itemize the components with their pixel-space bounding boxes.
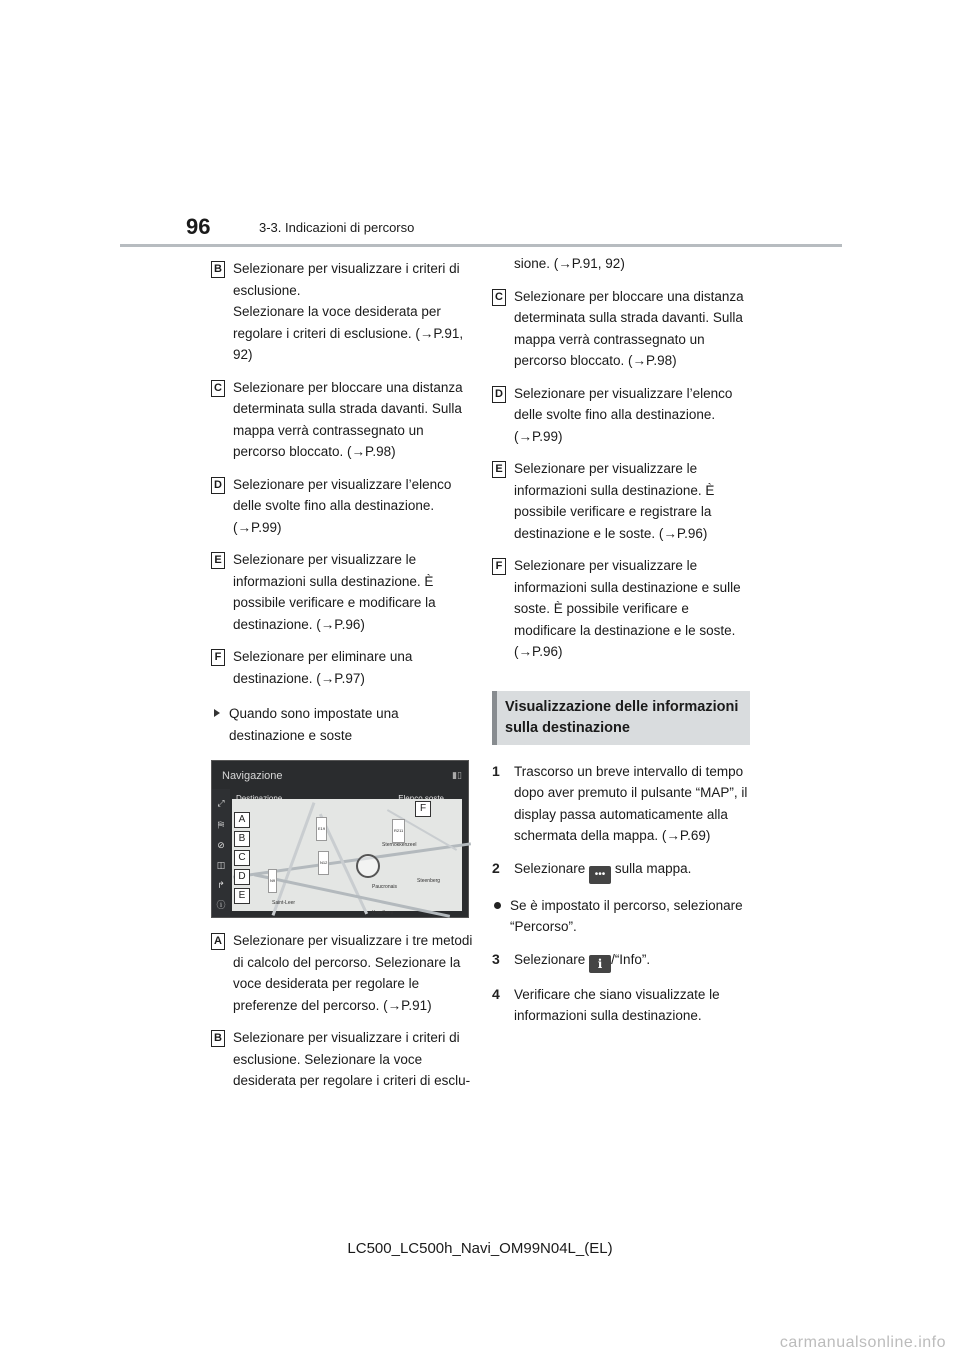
badge-label: C [211,380,225,397]
badge-label: F [492,558,506,575]
header-rule [120,244,842,247]
callout-a: A [234,812,250,828]
item-text: Selezionare per visualizzare le informazioni sulla destinazione e sulle soste. È possibile verificare e modificare la destinazione e le soste. (→P.96) [514,558,741,659]
callout-c: C [234,850,250,866]
list-item [492,286,750,372]
callout-f: F [415,801,431,817]
step-item [492,949,750,973]
list-item [211,474,473,539]
step-text: /“Info”. [611,951,651,967]
page-number: 96 [186,214,211,239]
badge-label: D [211,477,225,494]
section-title: 3-3. Indicazioni di percorso [259,220,415,235]
map-label: Paucronais [372,884,398,890]
list-item [211,1027,473,1092]
list-item [492,383,750,448]
badge-label: A [211,933,225,950]
callout-e: E [234,888,250,904]
map-label: Saint-Leer [272,900,296,906]
footer-code: LC500_LC500h_Navi_OM99N04L_(EL) [347,1240,613,1257]
step-text: Selezionare [514,860,586,876]
list-item [492,458,750,544]
step-text: Selezionare [514,951,586,967]
list-item [211,549,473,635]
callout-b: B [234,831,250,847]
detour-icon[interactable]: ◫ [216,860,226,870]
callout-d: D [234,869,250,885]
badge-label: E [492,461,506,478]
step-number: 1 [492,762,500,779]
left-column [211,258,473,1103]
vehicle-position-icon [356,854,380,878]
list-item [211,646,473,689]
item-text: Selezionare per visualizzare l’elenco delle svolte fino alla destinazione. (→P.99) [233,476,452,535]
badge-label: C [492,289,506,306]
list-item [211,930,473,1016]
list-item [492,555,750,663]
step-text: sulla mappa. [614,860,692,876]
right-column [492,253,750,1038]
step-text: Trascorso un breve intervallo di tempo dopo aver premuto il pulsante “MAP”, il display passa automaticamente alla schermata della mappa. (→P.69) [514,763,748,843]
badge-label: E [211,552,225,569]
road-shield: R211 [392,819,405,843]
badge-label: D [492,386,506,403]
road-shield: N12 [318,851,329,875]
triangle-note: Quando sono impostate una destinazione e soste [211,703,473,746]
badge-label: B [211,261,225,278]
map-label: Sternokkenzeel [382,842,417,848]
step-item [492,761,750,847]
info-icon: i [589,955,611,973]
section-heading: Visualizzazione delle informazioni sulla destinazione [492,691,750,745]
info-icon[interactable]: ⓘ [216,900,226,910]
menu-dots-icon: ••• [589,866,611,884]
step-text: Verificare che siano visualizzate le informazioni sulla destinazione. [514,986,720,1023]
road-shield: N9 [268,869,277,893]
item-text: Selezionare per eliminare una destinazione. (→P.97) [233,649,413,686]
road-shield: E19 [316,817,327,841]
step-number: 2 [492,859,500,876]
step-item [492,984,750,1027]
bullet-note: Se è impostato il percorso, selezionare “Percorso”. [492,895,750,938]
item-text: Selezionare per visualizzare i criteri di esclusione. [233,261,460,298]
item-text: Selezionare per bloccare una distanza determinata sulla strada davanti. Sulla mappa verrà contrassegnato un percorso bloccato. (→P.98) [514,288,744,368]
item-text: Selezionare per visualizzare le informazioni sulla destinazione. È possibile verificare e modificare la destinazione. (→P.96) [233,552,436,632]
list-item [211,377,473,463]
route-options-icon[interactable]: ⛿ [217,820,225,830]
map-label: Steenberg [417,878,441,884]
item-text: Selezionare per visualizzare i criteri di esclusione. Selezionare la voce desiderata per regolare i criteri di esclu- [233,1030,471,1088]
badge-label: F [211,649,225,666]
watermark: carmanualsonline.info [779,1334,946,1351]
signal-icon: ▮▯ [452,770,462,780]
list-item [211,258,473,366]
badge-label: B [211,1030,225,1047]
map-label: Kraalkenr [372,910,394,916]
item-text: Selezionare la voce desiderata per regolare i criteri di esclusione. (→P.91, 92) [233,304,464,362]
item-text: Selezionare per visualizzare i tre metodi di calcolo del percorso. Selezionare la voce desiderata per regolare le preferenze del percorso. (→P.91) [233,933,473,1013]
step-number: 3 [492,950,500,967]
step-number: 4 [492,985,500,1002]
continuation-text: sione. (→P.91, 92) [514,256,625,271]
item-text: Selezionare per bloccare una distanza determinata sulla strada davanti. Sulla mappa verrà contrassegnato un percorso bloccato. (→P.98) [233,379,463,459]
step-item [492,858,750,884]
turn-list-icon[interactable]: ↱ [217,880,225,890]
exclusion-icon[interactable]: ⊘ [217,840,225,850]
screen-title: Navigazione [222,770,283,782]
item-text: Selezionare per visualizzare le informazioni sulla destinazione. È possibile verificare e registrare la destinazione e le soste. (→P.96) [514,461,715,541]
item-text: Selezionare per visualizzare l’elenco delle svolte fino alla destinazione. (→P.99) [514,385,733,444]
expand-icon[interactable]: ⤢ [217,798,225,808]
navigation-screen-illustration [211,760,469,918]
screen-sidebar [212,789,230,917]
